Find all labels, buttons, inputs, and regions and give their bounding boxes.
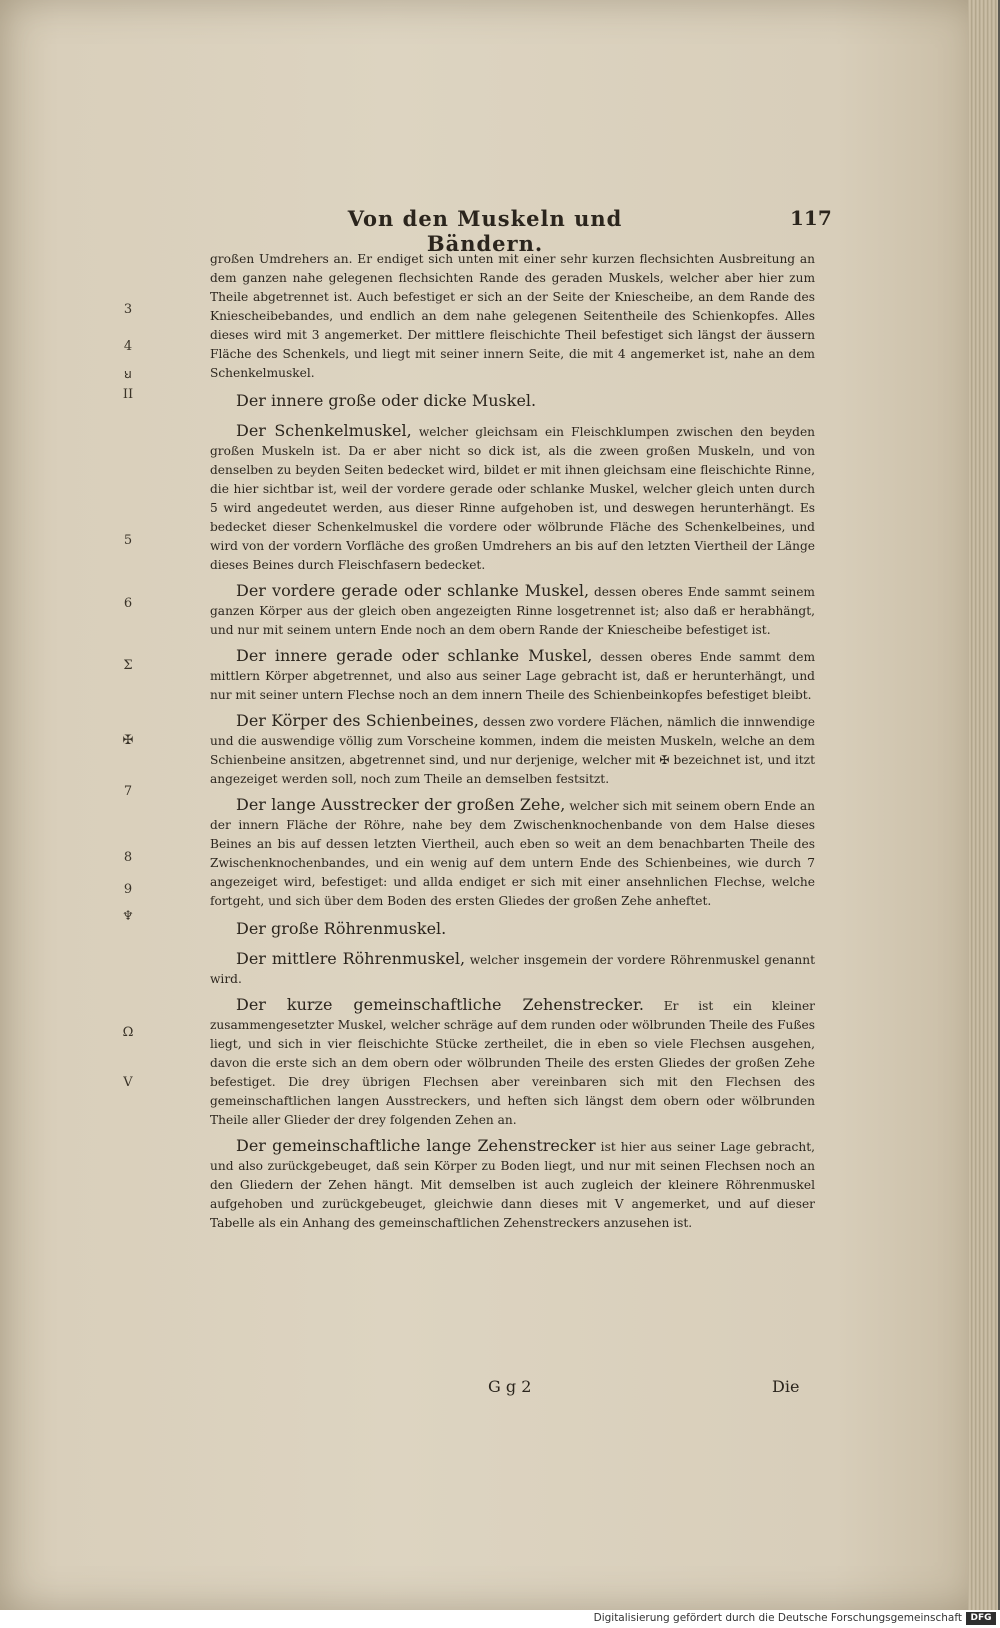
margin-mark-5: 5: [123, 533, 133, 548]
margin-mark-trident: ♆: [122, 909, 134, 924]
paragraph-schenkelmuskel: [210, 421, 815, 575]
text-ausstrecker: welcher sich mit seinem obern Ende an der innern Fläche der Röhre, nahe bey dem Zwischenknochenbande von dem Halse dieses Beines an bis auf dessen letzten Viertheil, auch eben so weit an dem benachbarten Theile des Zwischenknochenbandes, und ein wenig auf dem untern Ende des Schienbeines, wie durch 7 angezeiget wird, befestiget: und allda endiget er sich mit einer ansehnlichen Flechse, welche fortgeht, und sich über dem Boden des ersten Gliedes der großen Zehe anheftet.: [210, 799, 816, 908]
running-head: Von den Muskeln und Bändern.: [347, 206, 623, 256]
margin-mark-4: 4: [123, 339, 133, 354]
lead-innere-gerade: Der innere gerade oder schlanke Muskel,: [236, 646, 593, 665]
paragraph-kurze-zehenstrecker: [210, 995, 815, 1130]
text-innere-gerade: dessen oberes Ende sammt dem mittlern Körper abgetrennet, und also aus seiner Lage gebracht ist, daß er herunterhängt, und nur mit seiner untern Flechse noch an dem innern Theile des Schienbeinkopfes befestiget bleibt.: [210, 650, 816, 702]
page-number: 117: [790, 206, 832, 230]
margin-mark-8: 8: [123, 850, 133, 865]
text-mittlere-roehrenmuskel: welcher insgemein der vordere Röhrenmuskel genannt wird.: [210, 953, 815, 986]
text-schienbein: dessen zwo vordere Flächen, nämlich die innwendige und die auswendige völlig zum Vorscheine kommen, indem die meisten Muskeln, welche an dem Schienbeine ansitzen, abgetrennet sind, und nur derjenige, welcher mit ✠ bezeichnet ist, und itzt angezeiget werden soll, noch zum Theile an demselben festsitzt.: [210, 715, 816, 786]
margin-mark-II: II: [122, 387, 134, 402]
lead-vordere-gerade: Der vordere gerade oder schlanke Muskel,: [236, 581, 590, 600]
paragraph-innere-gerade: [210, 646, 815, 705]
digitization-footer: [0, 1610, 1000, 1628]
paragraph-mittlere-roehrenmuskel: [210, 949, 815, 989]
paragraph-ausstrecker: [210, 795, 815, 911]
paragraph-1: großen Umdrehers an. Er endiget sich unten mit einer sehr kurzen flechsichten Ausbreitung an dem ganzen nahe gelegenen flechsichten Rande des geraden Muskels, welcher aber hier zum Theile abgetrennet ist. Auch befestiget er sich an der Seite der Kniescheibe, an dem Rande des Kniescheibebandes, und endlich an dem nahe gelegenen Seitentheile des Schienkopfes. Alles dieses wird mit 3 angemerket. Der mittlere fleischichte Theil befestiget sich längst der äussern Fläche des Schenkels, und liegt mit seiner innern Seite, die mit 4 angemerket ist, nahe an dem Schenkelmuskel.: [210, 252, 815, 380]
lead-schienbein: Der Körper des Schienbeines,: [236, 711, 479, 730]
paragraph-lange-zehenstrecker: [210, 1136, 815, 1233]
lead-ausstrecker: Der lange Ausstrecker der großen Zehe,: [236, 795, 566, 814]
margin-mark-omega: Ω: [122, 1025, 134, 1040]
lead-kurze-zehenstrecker: Der kurze gemeinschaftliche Zehenstrecker.: [236, 995, 644, 1014]
text-schenkelmuskel: welcher gleichsam ein Fleischklumpen zwischen den beyden großen Muskeln ist. Da er aber nicht so dick ist, als die zween großen Muskeln, und von denselben zu beyden Seiten bedecket wird, bildet er mit ihnen gleichsam eine fleischichte Rinne, die hier sichtbar ist, weil der vordere gerade oder schlanke Muskel, welcher gleich unten durch 5 wird angedeutet werden, aus dieser Rinne aufgehoben ist, und deswegen herunterhängt. Es bedecket dieser Schenkelmuskel die vordere oder wölbrunde Fläche des Schenkelbeines, und wird von der vordern Vorfläche des großen Umdrehers an bis auf den letzten Viertheil der Länge dieses Beines durch Fleischfasern bedecket.: [210, 425, 816, 572]
margin-mark-symbol: ꞟ: [124, 367, 132, 382]
catchword: Die: [772, 1377, 800, 1396]
page-stack-edge: [968, 0, 998, 1610]
heading-dicke-muskel: Der innere große oder dicke Muskel.: [236, 391, 537, 410]
margin-mark-V: V: [123, 1075, 133, 1090]
text-lange-zehenstrecker: ist hier aus seiner Lage gebracht, und also zurückgebeuget, daß sein Körper zu Boden liegt, und nur mit seinen Flechsen noch an den Gliedern der Zehen hängt. Mit demselben ist auch zugleich der kleinere Röhrenmuskel aufgehoben und zurückgebeuget, gleichwie dann dieses mit V angemerket, und auf dieser Tabelle als ein Anhang des gemeinschaftlichen Zehenstreckers anzusehen ist.: [210, 1140, 815, 1230]
lead-lange-zehenstrecker: Der gemeinschaftliche lange Zehenstrecker: [236, 1136, 596, 1155]
dfg-logo: DFG: [966, 1612, 996, 1625]
margin-mark-cross: ✠: [122, 733, 134, 748]
margin-mark-sigma: Σ: [123, 658, 133, 673]
margin-mark-9: 9: [123, 882, 133, 897]
lead-schenkelmuskel: Der Schenkelmuskel,: [236, 421, 412, 440]
text-vordere-gerade: dessen oberes Ende sammt seinem ganzen Körper aus der gleich oben angezeigten Rinne losgetrennet ist; also daß er herabhängt, und nur mit seinem untern Ende noch an dem obern Rande der Kniescheibe befestiget ist.: [210, 585, 815, 637]
paragraph-schienbein: [210, 711, 815, 789]
signature-mark: G g 2: [488, 1377, 532, 1396]
funding-credit: Digitalisierung gefördert durch die Deutsche Forschungsgemeinschaft: [593, 1612, 962, 1624]
margin-mark-3: 3: [123, 302, 133, 317]
margin-mark-7: 7: [123, 784, 133, 799]
margin-mark-6: 6: [123, 596, 133, 611]
paragraph-vordere-gerade: [210, 581, 815, 640]
heading-roehrenmuskel: Der große Röhrenmuskel.: [236, 919, 447, 938]
lead-mittlere-roehrenmuskel: Der mittlere Röhrenmuskel,: [236, 949, 466, 968]
text-kurze-zehenstrecker: Er ist ein kleiner zusammengesetzter Muskel, welcher schräge auf dem runden oder wölbrunden Theile des Fußes liegt, und sich in vier fleischichte Stücke zertheilet, die in eben so viele Flechsen ausgehen, davon die erste sich an dem obern oder wölbrunden Theile des ersten Gliedes der großen Zehe befestiget. Die drey übrigen Flechsen aber vereinbaren sich mit den Flechsen des gemeinschaftlichen langen Ausstreckers, und heften sich längst dem obern oder wölbrunden Theile aller Glieder der drey folgenden Zehen an.: [210, 999, 815, 1127]
body-text: [210, 250, 815, 1239]
